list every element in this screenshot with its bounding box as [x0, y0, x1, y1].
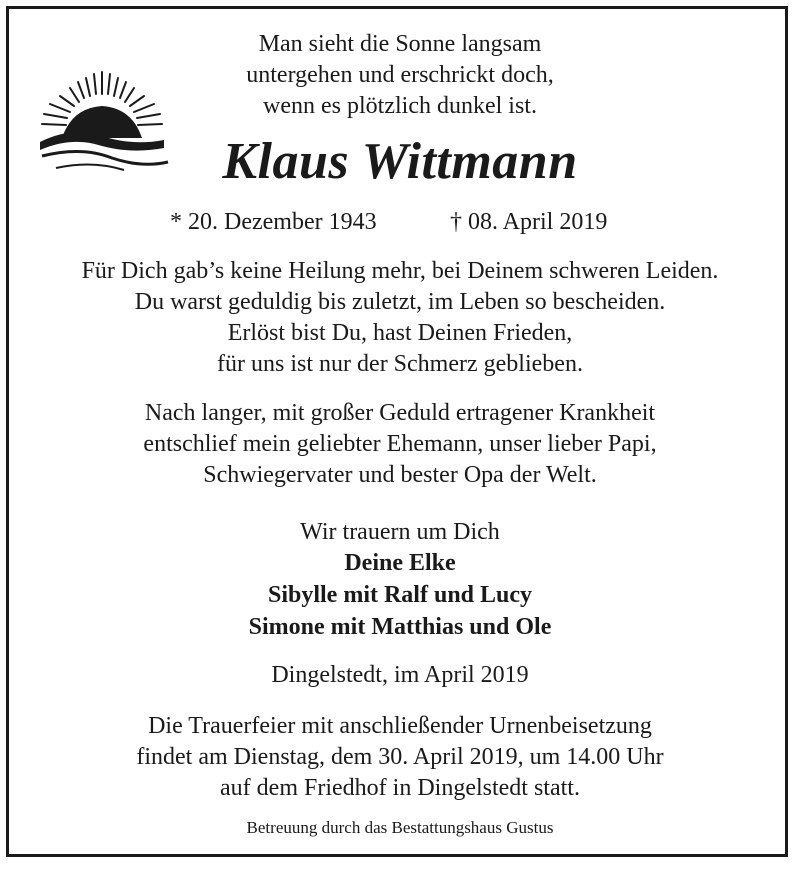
place-date: Dingelstedt, im April 2019: [271, 662, 529, 688]
notice-line: entschlief mein geliebter Ehemann, unser lieber Papi,: [143, 431, 657, 457]
death-date: † 08. April 2019: [450, 209, 608, 235]
notice-line: Nach langer, mit großer Geduld ertragener Krankheit: [144, 400, 656, 426]
poem-line: Für Dich gab’s keine Heilung mehr, bei Deinem schweren Leiden.: [81, 258, 719, 284]
verse-line: Man sieht die Sonne langsam: [258, 31, 542, 57]
notice-line: Schwiegervater und bester Opa der Welt.: [203, 462, 597, 488]
funeral-line: auf dem Friedhof in Dingelstedt statt.: [220, 775, 580, 801]
funeral-home-credit: Betreuung durch das Bestattungshaus Gustus: [246, 818, 554, 837]
funeral-line: Die Trauerfeier mit anschließender Urnenbeisetzung: [148, 713, 652, 739]
poem-line: Erlöst bist Du, hast Deinen Frieden,: [227, 320, 573, 346]
birth-date: * 20. Dezember 1943: [170, 209, 377, 235]
verse-line: untergehen und erschrickt doch,: [246, 62, 554, 88]
mourner-line: Sibylle mit Ralf und Lucy: [267, 582, 533, 608]
funeral-line: findet am Dienstag, dem 30. April 2019, um 14.00 Uhr: [136, 744, 664, 770]
poem-line: Du warst geduldig bis zuletzt, im Leben so bescheiden.: [134, 289, 666, 315]
mourners-intro: Wir trauern um Dich: [300, 519, 500, 545]
mourner-line: Deine Elke: [344, 550, 456, 576]
mourner-line: Simone mit Matthias und Ole: [248, 614, 552, 640]
poem-line: für uns ist nur der Schmerz geblieben.: [217, 351, 583, 377]
deceased-name: Klaus Wittmann: [222, 133, 578, 190]
verse-line: wenn es plötzlich dunkel ist.: [263, 93, 537, 119]
